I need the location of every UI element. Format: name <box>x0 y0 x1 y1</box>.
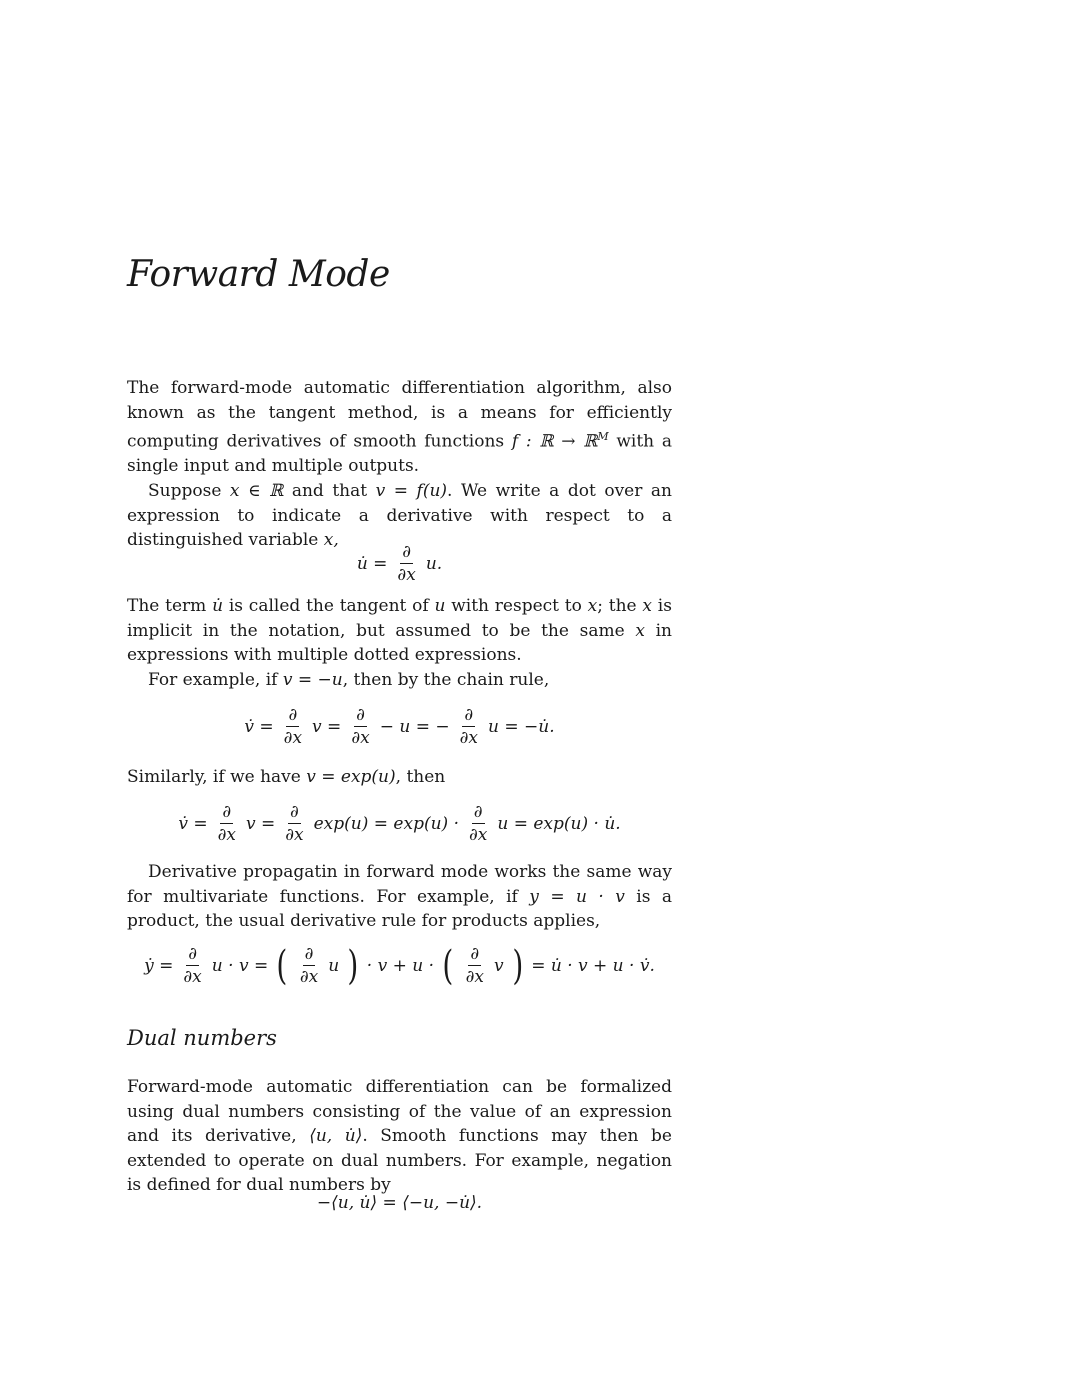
paragraph-6 <box>127 860 672 934</box>
math-v-eq-fu: v = f(u) <box>375 481 448 502</box>
fraction-partial <box>282 707 304 747</box>
eq3-term-2: exp(u) = exp(u) · <box>313 814 459 834</box>
p6-text-a: Derivative propagatin in forward mode works the same way for multivariate functions. For example, if <box>127 862 672 907</box>
eq4-middle: · v + u · <box>366 956 434 976</box>
frac-numerator: ∂ <box>356 705 365 725</box>
fraction-partial <box>216 804 238 844</box>
eq4-term-1: u · v = <box>211 956 269 976</box>
eq3-term-1: v = <box>245 814 276 834</box>
p1-text-a: The forward-mode automatic differentiation algorithm, also known as the tangent method, is a means for efficiently computing derivatives of smooth functions <box>127 378 672 452</box>
eq2-term-1: v = <box>312 717 342 737</box>
frac-numerator: ∂ <box>222 802 232 822</box>
eq4-u: u <box>328 956 340 976</box>
p2-text-c: . We write a dot over an expression to indicate a derivative with respect to a distinguished variable <box>127 481 672 551</box>
equation-4 <box>127 943 672 989</box>
eq2-term-3: u = −u̇. <box>488 717 555 737</box>
frac-numerator: ∂ <box>188 944 197 964</box>
frac-denominator: ∂x <box>468 825 488 845</box>
frac-denominator: ∂x <box>217 825 236 845</box>
math-u-dot: u̇ <box>212 596 224 616</box>
section-title: Dual numbers <box>127 1026 277 1050</box>
paragraph-1 <box>127 376 672 479</box>
fraction-partial <box>298 946 320 986</box>
p3-text-e: is implicit in the notation, but assumed to be the same <box>127 596 672 641</box>
math-f-signature: f : ℝ → ℝ <box>511 431 598 452</box>
paragraph-7 <box>127 1075 672 1198</box>
frac-numerator: ∂ <box>464 705 474 725</box>
p3-text-c: with respect to <box>445 596 588 616</box>
fraction-partial <box>467 804 489 844</box>
frac-numerator: ∂ <box>290 802 299 822</box>
p5-text-b: , then <box>395 767 446 787</box>
frac-denominator: ∂x <box>351 728 370 748</box>
tangent-text <box>127 594 672 692</box>
exp-text <box>127 765 672 790</box>
frac-denominator: ∂x <box>397 565 416 585</box>
right-paren: ) <box>347 943 359 989</box>
math-v-eq-exp-u: v = exp(u) <box>306 767 396 787</box>
math-x-1: x <box>587 596 598 616</box>
p4-text-b: , then by the chain rule, <box>342 669 550 690</box>
math-v-eq-neg-u: v = −u <box>282 669 343 690</box>
eq4-lhs: ẏ = <box>144 956 174 976</box>
p5-text-a: Similarly, if we have <box>127 767 307 787</box>
frac-denominator: ∂x <box>183 967 202 987</box>
p3-text-a: The term <box>127 596 213 616</box>
math-x-comma: x, <box>323 530 339 551</box>
math-dual-pair: ⟨u, u̇⟩ <box>309 1126 363 1147</box>
frac-numerator: ∂ <box>304 944 314 964</box>
frac-numerator: ∂ <box>288 705 298 725</box>
p7-text-a: Forward-mode automatic differentiation can be formalized using dual numbers consisting of the value of an expression and its derivative, <box>127 1077 672 1147</box>
frac-denominator: ∂x <box>465 967 484 987</box>
paragraph-2 <box>127 479 672 553</box>
eq1-lhs: u̇ = <box>356 554 388 574</box>
left-paren: ( <box>442 943 454 989</box>
frac-denominator: ∂x <box>285 825 304 845</box>
eq1-rhs: u. <box>425 554 443 574</box>
frac-numerator: ∂ <box>473 802 483 822</box>
p3-text-d: ; the <box>597 596 643 616</box>
fraction-partial <box>181 946 203 986</box>
equation-1 <box>127 544 672 584</box>
right-paren: ) <box>511 943 523 989</box>
eq2-lhs: v̇ = <box>244 717 274 737</box>
eq4-end: = u̇ · v + u · v̇. <box>531 956 655 976</box>
fraction-partial <box>464 946 486 986</box>
paragraph-3 <box>127 594 672 668</box>
fraction-partial <box>395 544 417 584</box>
multivariate-text <box>127 860 672 934</box>
p7-text-b: . Smooth functions may then be extended to operate on dual numbers. For example, negation is defined for dual numbers by <box>127 1126 672 1196</box>
frac-denominator: ∂x <box>459 728 478 748</box>
frac-denominator: ∂x <box>299 967 319 987</box>
math-x-3: x <box>635 620 645 641</box>
p4-text-a: For example, if <box>148 669 283 690</box>
eq2-term-2: − u = − <box>379 717 450 737</box>
math-y-eq-uv: y = u · v <box>529 886 625 907</box>
p2-text-b: and that <box>283 481 376 502</box>
p1-text-b: with a single input and multiple outputs. <box>127 431 672 477</box>
fraction-partial <box>283 804 305 844</box>
left-paren: ( <box>276 943 288 989</box>
math-superscript-m: M <box>597 430 609 444</box>
frac-denominator: ∂x <box>283 728 303 748</box>
p3-text-b: is called the tangent of <box>223 596 435 616</box>
equation-2 <box>127 707 672 747</box>
dual-numbers-text <box>127 1075 672 1198</box>
paragraph-5 <box>127 765 672 790</box>
intro-text <box>127 376 672 553</box>
equation-5 <box>127 1193 672 1213</box>
eq4-v: v <box>494 956 504 976</box>
p3-text-f: in expressions with multiple dotted expressions. <box>127 620 672 666</box>
math-u: u <box>434 596 446 616</box>
paragraph-4 <box>127 668 672 693</box>
eq3-lhs: v̇ = <box>178 814 208 834</box>
equation-3 <box>127 804 672 844</box>
chapter-title: Forward Mode <box>127 254 390 295</box>
eq3-term-3: u = exp(u) · u̇. <box>497 814 621 834</box>
math-x-2: x <box>642 596 653 616</box>
eq5-negation: −⟨u, u̇⟩ = ⟨−u, −u̇⟩. <box>316 1193 483 1213</box>
fraction-partial <box>349 707 371 747</box>
p6-text-b: is a product, the usual derivative rule for products applies, <box>127 886 673 932</box>
fraction-partial <box>458 707 480 747</box>
p2-text-a: Suppose <box>148 481 230 502</box>
frac-numerator: ∂ <box>402 542 412 562</box>
math-x-in-r: x ∈ ℝ <box>229 481 284 502</box>
frac-numerator: ∂ <box>470 944 480 964</box>
